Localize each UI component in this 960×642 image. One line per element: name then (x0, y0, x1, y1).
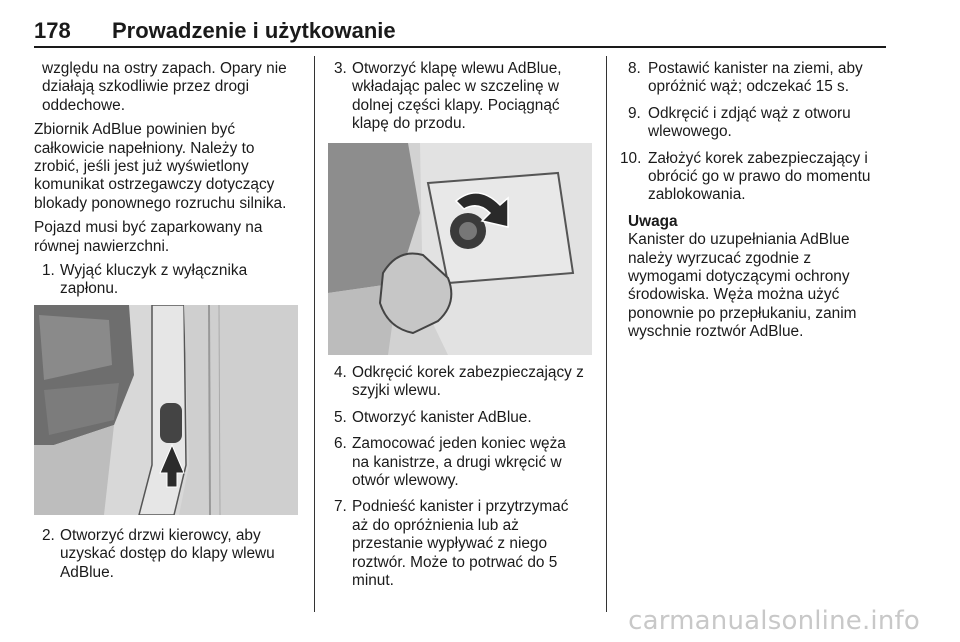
step-8: 8. Postawić kanister na ziemi, aby opróżnić wąż; odczekać 15 s. (628, 60, 863, 96)
step-5: 5. Otworzyć kanister AdBlue. (334, 408, 532, 426)
figure-filler-cap (328, 143, 592, 355)
step-1: 1. Wyjąć kluczyk z wyłącznika zapłonu. (42, 262, 248, 298)
column-2 (326, 60, 598, 142)
step-10: 10. Założyć korek zabezpieczający i obrócić go w prawo do momentu zablokowania. (620, 149, 871, 204)
column-1 (34, 60, 304, 307)
column-3 (614, 60, 890, 342)
chapter-title: Prowadzenie i użytkowanie (112, 18, 396, 43)
step-7: 7. Podnieść kanister i przytrzymać aż do opróżnienia lub aż przestanie wypływać z niego roztwór. Może to potrwać do 5 minut. (334, 498, 569, 590)
note-block (614, 213, 890, 342)
continuation-paragraph: względu na ostry zapach. Opary nie działają szkodliwie przez drogi oddechowe. (42, 60, 287, 114)
figure-door-flap (34, 305, 298, 515)
step-3: 3. Otworzyć klapę wlewu AdBlue, wkładając palec w szczelinę w dolnej części klapy. Pociągnąć klapę do przodu. (334, 60, 562, 133)
page-number: 178 (34, 18, 71, 43)
header-divider (34, 46, 886, 48)
step-4: 4. Odkręcić korek zabezpieczający z szyjki wlewu. (334, 364, 584, 400)
step-6: 6. Zamocować jeden koniec węża na kanistrze, a drugi wkręcić w otwór wlewowy. (334, 435, 566, 490)
column-divider-left (314, 56, 315, 612)
column-divider-right (606, 56, 607, 612)
paragraph-tank-full: Zbiornik AdBlue powinien być całkowicie napełniony. Należy to zrobić, jeśli jest już wyświetlony komunikat ostrzegawczy dotyczący blokady ponownego rozruchu silnika. (34, 121, 287, 212)
watermark: carmanualsonline.info (628, 606, 920, 636)
note-title: Uwaga (628, 212, 678, 230)
page-header (34, 14, 886, 48)
step-9: 9. Odkręcić i zdjąć wąż z otworu wlewowego. (628, 104, 851, 141)
column-2-lower (326, 364, 598, 598)
note-text: Kanister do uzupełniania AdBlue należy wyrzucać zgodnie z wymogami dotyczącymi ochrony środowiska. Węża można użyć ponownie po przepłukaniu, zanim wyschnie roztwór AdBlue. (628, 231, 857, 341)
step-2: 2. Otworzyć drzwi kierowcy, aby uzyskać dostęp do klapy wlewu AdBlue. (42, 527, 275, 581)
paragraph-level-surface: Pojazd musi być zaparkowany na równej nawierzchni. (34, 219, 263, 255)
column-1-lower (34, 527, 304, 590)
